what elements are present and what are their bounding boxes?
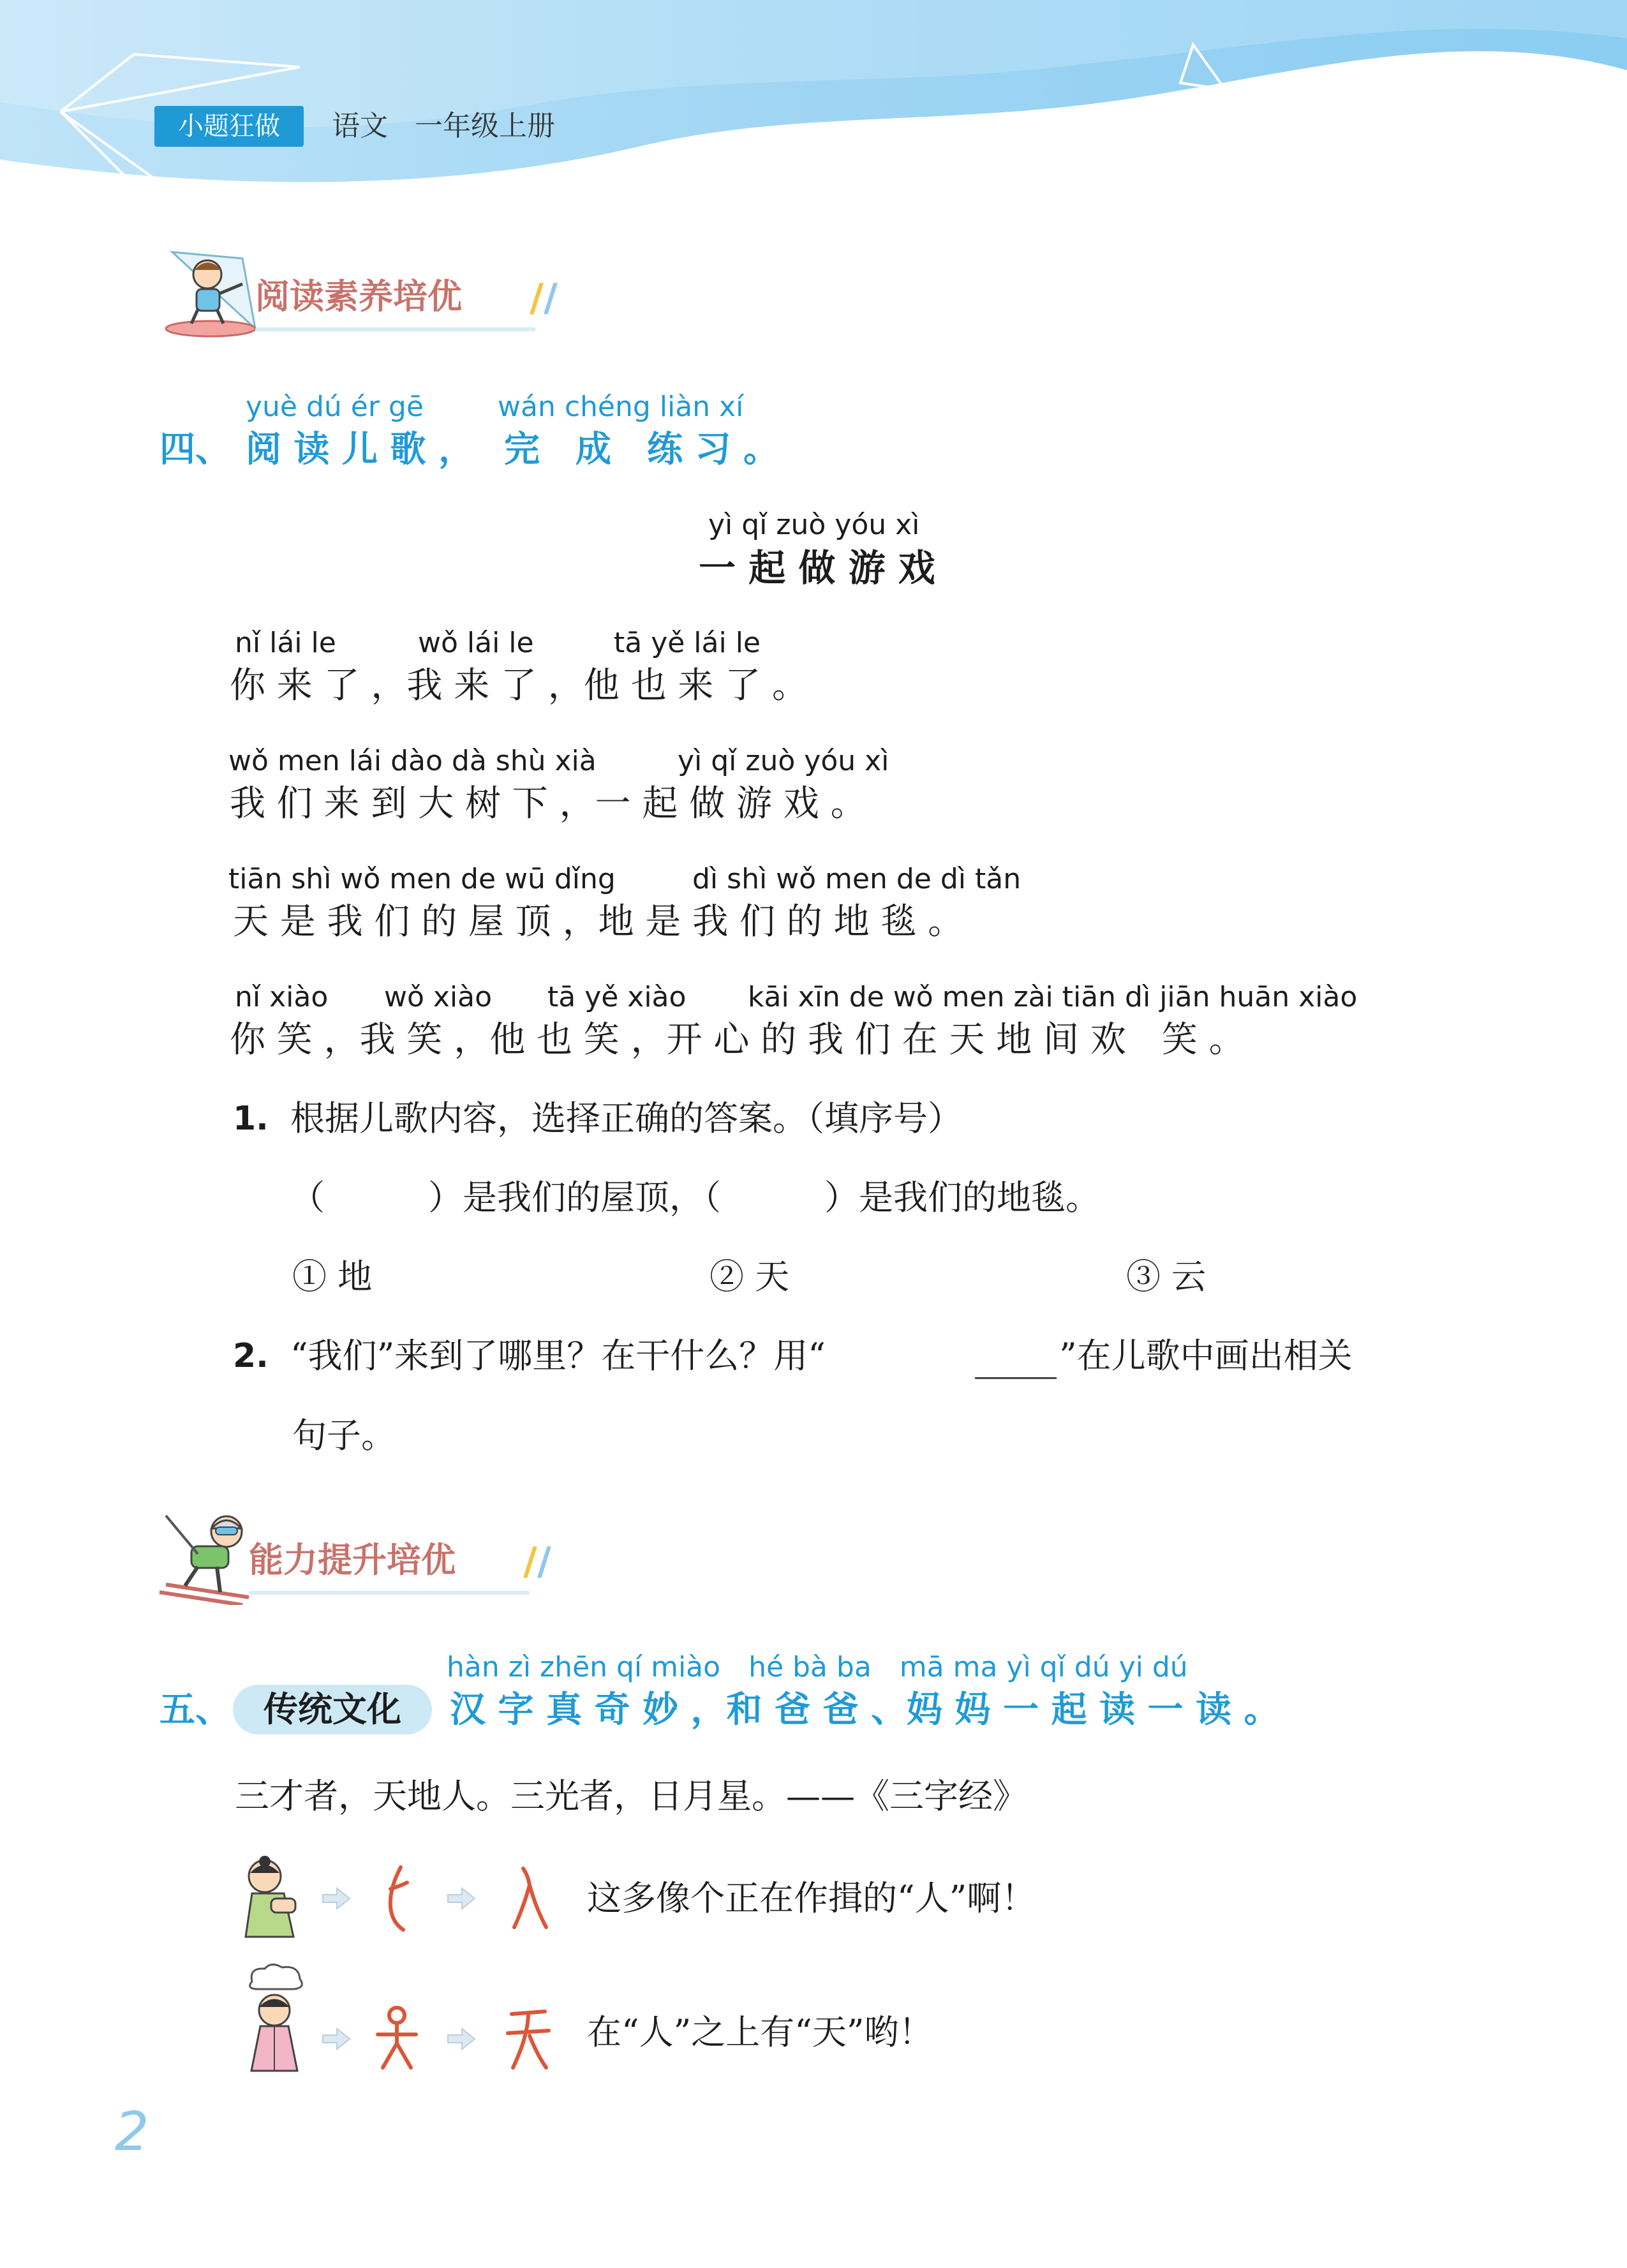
seal-ren-glyph-icon xyxy=(504,1863,555,1934)
oracle-ren-glyph-icon xyxy=(375,1863,420,1934)
poem-title: 一 起 做 游 戏 xyxy=(699,546,935,590)
question-1-option-2[interactable]: ② 天 xyxy=(709,1257,790,1297)
reading-banner-title: 阅读素养培优 xyxy=(255,276,462,317)
grade-label: 一年级上册 xyxy=(415,110,555,142)
arrow-right-icon xyxy=(445,2026,477,2052)
question-1-number: 1. xyxy=(233,1100,269,1138)
poem-line-1: 你 来 了 ，我 来 了 ，他 也 来 了 。 xyxy=(230,665,808,706)
arrow-right-icon xyxy=(320,2026,352,2052)
banner-slash-icon: / xyxy=(530,276,544,320)
traditional-culture-tag: 传统文化 xyxy=(233,1685,432,1735)
banner-slash-icon: / xyxy=(544,276,558,320)
question-1-option-1[interactable]: ① 地 xyxy=(292,1257,373,1297)
question-1-fill-line[interactable]: （ ）是我们的屋顶，（ ）是我们的地毯。 xyxy=(290,1177,1100,1218)
poem-line-1-pinyin-c: tā yě lái le xyxy=(614,627,761,659)
poem-line-1-pinyin-b: wǒ lái le xyxy=(418,627,534,659)
poem-line-1-pinyin-a: nǐ lái le xyxy=(235,627,336,659)
sanzijing-quote: 三才者，天地人。三光者，日月星。——《三字经》 xyxy=(235,1776,1027,1816)
poem-line-4: 你 笑 ，我 笑 ，他 也 笑 ，开 心 的 我 们 在 天 地 间 欢 笑 。 xyxy=(230,1019,1245,1061)
q5-number: 五、 xyxy=(160,1689,231,1731)
example-1-text: 这多像个正在作揖的“人”啊！ xyxy=(587,1878,1036,1918)
q4-pinyin-a: yuè dú ér gē xyxy=(246,391,424,423)
poem-line-2: 我 们 来 到 大 树 下 ，一 起 做 游 戏 。 xyxy=(230,783,866,824)
q4-title-b: 完 成 练 习 。 xyxy=(504,429,779,470)
poem-line-4-pinyin-d: kāi xīn de wǒ men zài tiān dì jiān huān xiào xyxy=(748,981,1358,1013)
poem-line-4-pinyin-a: nǐ xiào xyxy=(235,981,329,1013)
question-2-number: 2. xyxy=(233,1337,269,1375)
skier-icon xyxy=(153,1509,262,1605)
header-wave-background xyxy=(0,0,1627,211)
banner-slash-icon: / xyxy=(523,1539,537,1584)
child-with-cloud-icon xyxy=(242,1962,313,2077)
question-2-text-before: “我们”来到了哪里？在干什么？用“ xyxy=(290,1336,826,1376)
page-number: 2 xyxy=(115,2100,149,2163)
surfer-boy-icon xyxy=(160,246,268,341)
poem-line-3: 天 是 我 们 的 屋 顶 ，地 是 我 们 的 地 毯 。 xyxy=(233,901,964,943)
q4-number: 四、 xyxy=(160,429,231,470)
arrow-right-icon xyxy=(445,1886,477,1911)
poem-line-3-pinyin-a: tiān shì wǒ men de wū dǐng xyxy=(228,863,616,895)
poem-line-3-pinyin-b: dì shì wǒ men de dì tǎn xyxy=(692,863,1022,895)
q4-pinyin-b: wán chéng liàn xí xyxy=(498,391,744,423)
poem-line-4-pinyin-c: tā yě xiào xyxy=(547,981,687,1013)
question-1-text: 根据儿歌内容，选择正确的答案。（填序号） xyxy=(290,1098,962,1138)
q5-title: 汉 字 真 奇 妙 ，和 爸 爸 、妈 妈 一 起 读 一 读 。 xyxy=(450,1689,1280,1731)
bowing-child-icon xyxy=(236,1854,306,1943)
underline-sample xyxy=(975,1377,1057,1379)
poem-title-pinyin: yì qǐ zuò yóu xì xyxy=(708,509,920,541)
q4-title-a: 阅 读 儿 歌 ， xyxy=(246,429,474,470)
oracle-tian-glyph-icon xyxy=(371,2004,422,2074)
question-2-text-after: ”在儿歌中画出相关 xyxy=(1059,1336,1353,1376)
poem-line-4-pinyin-b: wǒ xiào xyxy=(384,981,493,1013)
ability-section-banner xyxy=(153,1509,568,1605)
brand-badge: 小题狂做 xyxy=(154,106,304,147)
q5-pinyin: hàn zì zhēn qí miào hé bà ba mā ma yì qǐ dú yi dú xyxy=(447,1651,1188,1683)
arrow-right-icon xyxy=(320,1886,352,1911)
banner-slash-icon: / xyxy=(537,1539,551,1584)
ability-banner-title: 能力提升培优 xyxy=(249,1540,456,1580)
reading-section-banner xyxy=(160,246,574,341)
poem-line-2-pinyin-b: yì qǐ zuò yóu xì xyxy=(678,745,889,777)
example-2-text: 在“人”之上有“天”哟！ xyxy=(587,2012,933,2052)
question-2-text-cont: 句子。 xyxy=(292,1415,396,1456)
question-1-option-3[interactable]: ③ 云 xyxy=(1126,1257,1207,1297)
subject-label: 语文 xyxy=(332,110,388,142)
seal-tian-glyph-icon xyxy=(503,2004,554,2074)
poem-line-2-pinyin-a: wǒ men lái dào dà shù xià xyxy=(228,745,597,777)
